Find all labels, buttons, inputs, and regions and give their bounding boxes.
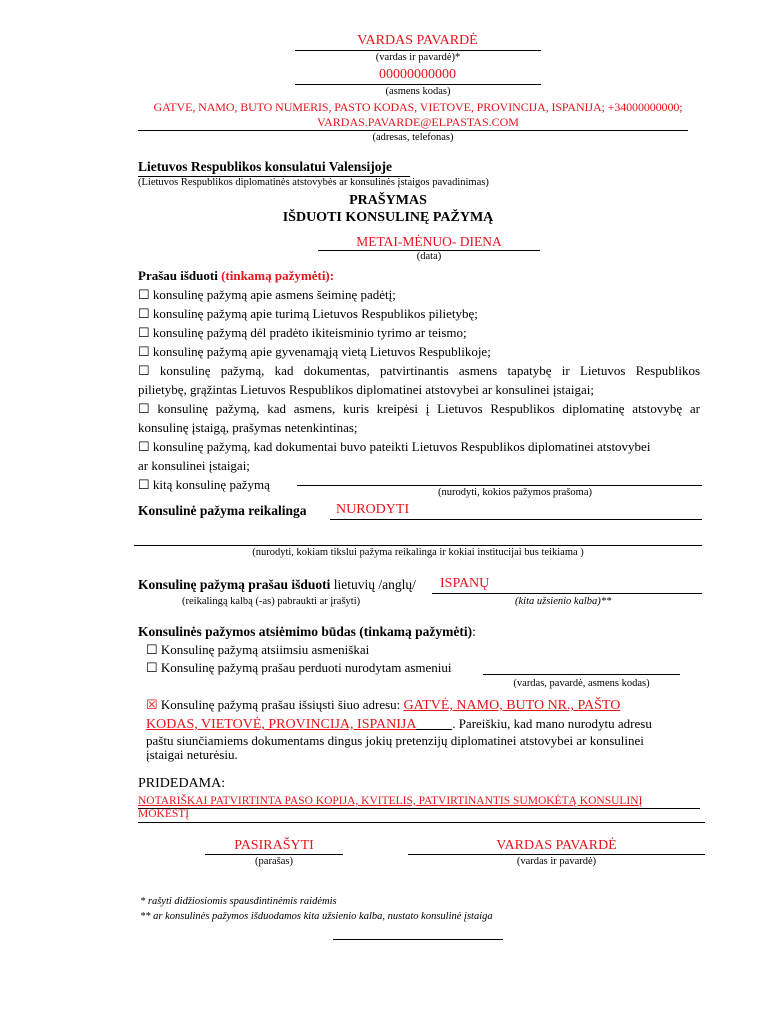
language-label: Konsulinę pažymą prašau išduoti bbox=[138, 577, 331, 592]
delivery-person-underline bbox=[483, 674, 680, 675]
language-underline bbox=[432, 593, 702, 594]
address-underline bbox=[138, 130, 688, 131]
date-caption: (data) bbox=[416, 251, 442, 262]
option-pretrial[interactable]: ☐ konsulinę pažymą dėl pradėto ikiteisminio tyrimo ar teismo; bbox=[138, 325, 467, 340]
request-heading-note: (tinkamą pažymėti): bbox=[221, 268, 335, 283]
language-row bbox=[138, 577, 416, 593]
option-identity-doc[interactable]: ☐ konsulinę pažymą, kad dokumentas, patvirtinantis asmens tapatybę ir Lietuvos Respublikos bbox=[138, 363, 700, 378]
option-identity-doc-cont: pilietybę, grąžintas Lietuvos Respublikos diplomatinei atstovybei ar konsulinei įstaigai; bbox=[138, 382, 595, 397]
delivery-option-to-person[interactable]: ☐ Konsulinę pažymą prašau perduoti nurodytam asmeniui bbox=[146, 660, 452, 675]
delivery-heading-colon: : bbox=[472, 624, 476, 639]
footnote-2: ** ar konsulinės pažymos išduodamos kita užsienio kalba, nustato konsulinė įstaiga bbox=[140, 911, 493, 922]
delivery-person-caption: (vardas, pavardė, asmens kodas) bbox=[513, 678, 650, 689]
language-caption-left: (reikalingą kalbą (-as) pabraukti ar įrašyti) bbox=[182, 596, 361, 607]
personal-code-underline bbox=[295, 84, 541, 85]
recipient-caption: (Lietuvos Respublikos diplomatinės atstovybės ar konsulinės įstaigos pavadinimas) bbox=[138, 177, 489, 188]
footnote-1: * rašyti didžiosiomis spausdintinėmis raidėmis bbox=[140, 896, 337, 907]
delivery-heading bbox=[138, 624, 476, 640]
option-residence[interactable]: ☐ konsulinę pažymą apie gyvenamąją vietą Lietuvos Respublikoje; bbox=[138, 344, 491, 359]
signer-name-caption: (vardas ir pavardė) bbox=[516, 856, 597, 867]
language-options[interactable]: lietuvių /anglų/ bbox=[333, 577, 416, 592]
other-underline bbox=[297, 485, 702, 486]
checked-box-icon[interactable]: ☒ bbox=[146, 697, 158, 712]
option-family-status[interactable]: ☐ konsulinę pažymą apie asmens šeiminę padėtį; bbox=[138, 287, 396, 302]
delivery-option-by-mail[interactable] bbox=[146, 695, 702, 715]
personal-code-caption: (asmens kodas) bbox=[385, 86, 451, 97]
footer-rule bbox=[333, 939, 503, 940]
delivery-declaration-line3: įstaigai neturėsiu. bbox=[146, 747, 238, 762]
purpose-caption: (nurodyti, kokiam tikslui pažyma reikalinga ir kokiai institucijai bus teikiama ) bbox=[252, 547, 584, 558]
purpose-value[interactable]: NURODYTI bbox=[336, 502, 410, 517]
option-other[interactable]: ☐ kitą konsulinę pažymą bbox=[138, 477, 270, 492]
document-title-line1: PRAŠYMAS bbox=[349, 193, 427, 208]
attachments-label: PRIDEDAMA: bbox=[138, 776, 226, 791]
purpose-underline-2 bbox=[134, 545, 702, 546]
delivery-heading-label: Konsulinės pažymos atsiėmimo būdas (tinkamą pažymėti) bbox=[138, 624, 473, 639]
request-heading bbox=[138, 266, 334, 285]
attachments-value-line1[interactable]: NOTARIŠKAI PATVIRTINTA PASO KOPIJA, KVITELIS, PATVIRTINANTIS SUMOKĖTĄ KONSULINĮ bbox=[138, 795, 643, 807]
other-caption: (nurodyti, kokios pažymos prašoma) bbox=[438, 487, 592, 498]
purpose-label: Konsulinė pažyma reikalinga bbox=[138, 503, 307, 518]
language-value[interactable]: ISPANŲ bbox=[440, 576, 490, 591]
option-citizenship[interactable]: ☐ konsulinę pažymą apie turimą Lietuvos Respublikos pilietybę; bbox=[138, 306, 478, 321]
personal-code-value: 00000000000 bbox=[379, 67, 456, 82]
option-docs-submitted[interactable]: ☐ konsulinę pažymą, kad dokumentai buvo pateikti Lietuvos Respublikos diplomatinei atstovybei bbox=[138, 439, 651, 454]
delivery-declaration-line2: paštu siunčiamiems dokumentams dingus jokių pretenzijų diplomatinei atstovybei ar konsulinei bbox=[146, 733, 644, 748]
purpose-underline bbox=[330, 519, 702, 520]
signer-name-value[interactable]: VARDAS PAVARDĖ bbox=[496, 838, 617, 853]
language-caption-right: (kita užsienio kalba)** bbox=[515, 596, 612, 607]
option-docs-submitted-cont: ar konsulinei įstaigai; bbox=[138, 458, 250, 473]
attachments-value-line2[interactable]: MOKESTĮ bbox=[138, 808, 190, 820]
request-options bbox=[138, 285, 700, 494]
delivery-address-value2[interactable]: KODAS, VIETOVĖ, PROVINCIJA, ISPANIJA bbox=[146, 717, 417, 732]
signature-underline bbox=[205, 854, 343, 855]
delivery-address-value1[interactable]: GATVĖ, NAMO, BUTO NR., PAŠTO bbox=[403, 698, 621, 713]
signature-value[interactable]: PASIRAŠYTI bbox=[234, 838, 314, 853]
delivery-declaration: . Pareiškiu, kad mano nurodytu adresu bbox=[452, 716, 652, 731]
attachments-underline-2 bbox=[138, 822, 705, 823]
option-rejected[interactable]: ☐ konsulinę pažymą, kad asmens, kuris kreipėsi į Lietuvos Respublikos diplomatinę atstovybę ar bbox=[138, 401, 700, 416]
name-underline bbox=[295, 50, 541, 51]
option-rejected-cont: konsulinę įstaigą, prašymas netenkintinas; bbox=[138, 420, 358, 435]
signature-caption: (parašas) bbox=[255, 856, 293, 867]
date-value: METAI-MĖNUO- DIENA bbox=[356, 234, 502, 249]
name-value: VARDAS PAVARDĖ bbox=[357, 33, 478, 48]
address-value-line2: VARDAS.PAVARDE@ELPASTAS.COM bbox=[317, 115, 519, 129]
address-caption: (adresas, telefonas) bbox=[372, 132, 454, 143]
request-heading-label: Prašau išduoti bbox=[138, 268, 218, 283]
attachments-underline-1 bbox=[138, 808, 700, 809]
document-title-line2: IŠDUOTI KONSULINĘ PAŽYMĄ bbox=[282, 210, 494, 225]
delivery-option-in-person[interactable]: ☐ Konsulinę pažymą atsiimsiu asmeniškai bbox=[146, 642, 370, 657]
delivery-mail-label: Konsulinę pažymą prašau išsiųsti šiuo adresu: bbox=[160, 697, 401, 712]
delivery-address-filler: ​ bbox=[416, 716, 453, 731]
recipient-name: Lietuvos Respublikos konsulatui Valensijoje bbox=[138, 159, 392, 174]
name-caption: (vardas ir pavardė)* bbox=[375, 52, 461, 63]
signer-name-underline bbox=[408, 854, 705, 855]
address-value-line1: GATVE, NAMO, BUTO NUMERIS, PASTO KODAS, VIETOVE, PROVINCIJA, ISPANIJA; +34000000000; bbox=[153, 100, 683, 114]
